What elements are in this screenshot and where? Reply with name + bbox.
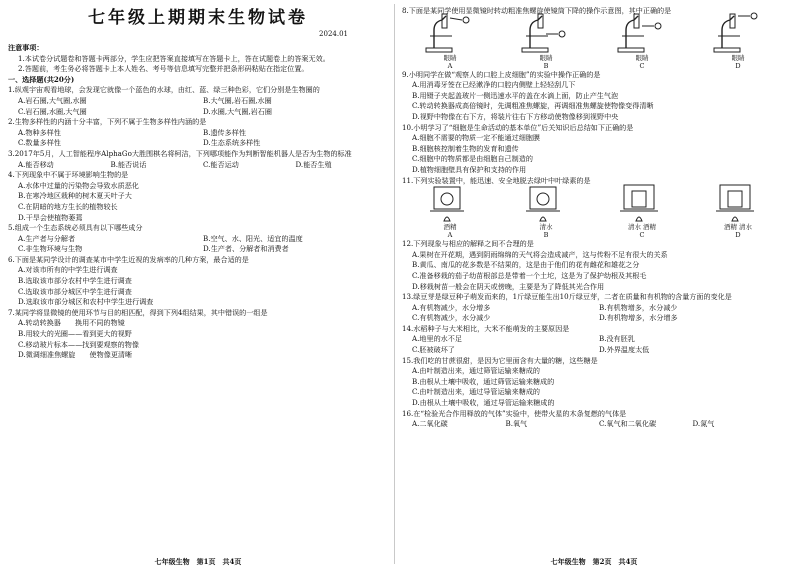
page-1 (8, 0, 388, 572)
answer-option: D.生态系统多样性 (203, 138, 261, 148)
question-stem: 15.我们吃的甘蔗很甜，是因为它里面含有大量的糖，这些糖是 (402, 355, 598, 365)
answer-option-row (8, 234, 388, 245)
answer-option: B.细胞核控制着生物的发育和遗传 (412, 143, 519, 153)
question-stem: 13.绿豆芽是绿豆种子萌发而来的，1斤绿豆能生出10斤绿豆芽，二者在质量和有机物的含量方面的变化是 (402, 292, 732, 302)
figure-label-c: C (639, 231, 645, 240)
answer-option-row (402, 419, 786, 430)
answer-option: C.岩石圈,水圈,大气圈 (18, 106, 87, 116)
question-stem: 3.2017年5月，人工智能程序AlphaGo大胜围棋名将柯洁，下列哪项能作为判断智能机器人是否为生物的标准 (8, 148, 352, 158)
answer-option: B.能否说话 (110, 159, 147, 169)
answer-option: C.选取该市部分城区中学生进行调查 (18, 286, 132, 296)
answer-option: A.对该市所有的中学生进行调查 (18, 265, 118, 275)
answer-option: A.岩石圈,大气圈,水圈 (18, 95, 87, 105)
answer-option: C.有机物减少，水分减少 (412, 313, 491, 323)
answer-option: B.用较大的光圈——看到更大的视野 (18, 329, 132, 339)
page-footer-1: 七年级生物 第1页 共4页 (154, 557, 242, 567)
answer-option: B.由根从土壤中吸收，通过筛管运输来糖成的 (412, 376, 555, 386)
answer-option: D.氮气 (692, 419, 715, 429)
answer-option: A.用消毒牙签在已经漱净的口腔内侧壁上轻轻刮几下 (412, 80, 576, 90)
answer-option: C.在阴暗的地方生长的植物较长 (18, 201, 118, 211)
question-stem: 5.组成一个生态系统必须具有以下哪些成分 (8, 223, 143, 233)
answer-option: D.选取该市部分城区和农村中学生进行调查 (18, 297, 154, 307)
note-1: 1.本试卷分试题卷和答题卡两部分，学生应把答案直接填写在答题卡上，答在试题卷上的答案无效。 (18, 53, 330, 63)
beaker-illustration (516, 183, 576, 223)
answer-option: A.果树在开花期，遇到阴雨绵绵的天气将会造成减产，这与传粉不足有很大的关系 (412, 249, 668, 259)
answer-option-row (8, 138, 388, 149)
figure-label-d: D (735, 231, 741, 240)
question-stem: 9.小明同学在做“观察人的口腔上皮细胞”的实验中操作正确的是 (402, 69, 601, 79)
answer-option-row (402, 334, 786, 345)
figure-label-b: B (543, 61, 549, 70)
beaker-figure-a (410, 183, 490, 239)
answer-option: D.外界温度太低 (599, 345, 650, 355)
question-11-stem: 11.下列实验装置中，能迅速、安全地脱去绿叶中叶绿素的是 (402, 175, 591, 185)
answer-option: B.在寒冷地区栽种的树木夏天叶子大 (18, 191, 132, 201)
beaker-figure-d (698, 183, 778, 239)
figure-label-c: C (639, 61, 645, 70)
microscope-illustration (708, 12, 768, 54)
question-stem: 16.在“检验光合作用释放的气体”实验中，使带火星的木条复燃的气体是 (402, 408, 627, 418)
question-stem: 2.生物多样性的内涵十分丰富，下列不属于生物多样性内涵的是 (8, 117, 207, 127)
answer-option: C.数量多样性 (18, 138, 61, 148)
beaker-illustration (420, 183, 480, 223)
microscope-illustration (612, 12, 672, 54)
answer-option: D.由根从土壤中吸收，通过导管运输来糖成的 (412, 398, 555, 408)
beaker-figure-b (506, 183, 586, 239)
answer-option: B.氧气 (505, 419, 528, 429)
figure-tag: 眼睛 (443, 53, 457, 62)
microscope-illustration (516, 12, 576, 54)
answer-option: C.非生物环境与生物 (18, 244, 83, 254)
figure-tag: 眼睛 (731, 53, 745, 62)
section-heading: 一、选择题(共20分) (8, 74, 75, 84)
figure-tag: 酒精 (443, 223, 457, 232)
microscope-illustration (420, 12, 480, 54)
beaker-figure-c (602, 183, 682, 239)
answer-option-row (402, 303, 786, 314)
answer-option-row (402, 313, 786, 324)
answer-option: C.由叶制造出来，通过导管运输来糖成的 (412, 387, 541, 397)
answer-option: D.干旱会使植物萎蔫 (18, 212, 83, 222)
microscope-figure-d (698, 12, 778, 70)
microscope-figure-b (506, 12, 586, 70)
answer-option: B.大气圈,岩石圈,水圈 (203, 95, 272, 105)
figure-label-a: A (447, 61, 453, 70)
answer-option: A.水体中过量的污染物会导致水质恶化 (18, 180, 139, 190)
page-divider (394, 4, 395, 564)
figure-label-a: A (447, 231, 453, 240)
beaker-illustration (708, 183, 768, 223)
figure-tag: 清水 (539, 223, 553, 232)
answer-option: D.水圈,大气圈,岩石圈 (203, 106, 272, 116)
answer-option: D.能否生殖 (295, 159, 332, 169)
answer-option: C.准备移栽的茄子幼苗根部总是带着一个土坨，这是为了保护幼根及其根毛 (412, 270, 647, 280)
answer-option-row (8, 244, 388, 255)
question-list-left (8, 85, 388, 360)
answer-option: B.没有胚乳 (599, 334, 635, 344)
beaker-figures (402, 187, 786, 239)
answer-option: A.能否移动 (18, 159, 54, 169)
question-8-stem: 8.下面是某同学使用显微镜时转动粗准焦螺旋使镜筒下降的操作示意图，其中正确的是 (402, 6, 672, 15)
note-2: 2.答题前，考生务必将答题卡上本人姓名、考号等信息填写完整并把条形码粘贴在指定位置。 (18, 64, 309, 74)
answer-option: B.用镊子夹起盖玻片一侧迅速水平的盖在水滴上面，防止产生气泡 (412, 90, 619, 100)
question-stem: 12.下列现象与相应的解释之间不合理的是 (402, 239, 534, 249)
answer-option: A.有机物减少，水分增多 (412, 302, 491, 312)
answer-option: A.物种多样性 (18, 127, 61, 137)
question-stem: 4.下列现象中不属于环境影响生物的是 (8, 170, 129, 180)
answer-option: A.生产者与分解者 (18, 233, 76, 243)
answer-option: A.细胞不需要的物质一定不能通过细胞膜 (412, 133, 540, 143)
question-list-right-b (402, 239, 786, 430)
answer-option: C.胚被破坏了 (412, 345, 455, 355)
answer-option: C.细胞中的物质都是由细胞自己制造的 (412, 154, 533, 164)
answer-option: C.氧气和二氧化碳 (599, 419, 657, 429)
answer-option-row (8, 160, 388, 171)
answer-option: A.地里的水不足 (412, 334, 462, 344)
answer-option: B.有机物增多，水分减少 (599, 302, 678, 312)
answer-option: B.选取该市部分农村中学生进行调查 (18, 276, 132, 286)
notes-heading: 注意事项： (8, 43, 44, 52)
answer-option: B.遗传多样性 (203, 127, 246, 137)
page-footer-2: 七年级生物 第2页 共4页 (550, 557, 638, 567)
figure-tag: 眼睛 (635, 53, 649, 62)
question-stem: 7.某同学将显微镜的使用环节与目的相匹配，得到下列4组结果，其中错误的一组是 (8, 307, 268, 317)
answer-option-row (402, 345, 786, 356)
figure-tag: 眼睛 (539, 53, 553, 62)
answer-option: D.有机物增多，水分增多 (599, 313, 678, 323)
answer-option-row (8, 107, 388, 118)
answer-option: C.移动玻片标本——找到要观察的物像 (18, 339, 139, 349)
answer-option: D.视野中物像在右下方，将装片往右下方移动使物像移到视野中央 (412, 111, 619, 121)
question-stem: 6.下面是某同学设计的调查某市中学生近视的发病率的几种方案，最合适的是 (8, 254, 249, 264)
answer-option: C.能否运动 (203, 159, 239, 169)
question-stem: 10.小明学习了“细胞是生命活动的基本单位”后关知识后总结如下正确的是 (402, 122, 634, 132)
exam-title: 七年级上期期末生物试卷 (88, 8, 308, 28)
question-stem: 1.纵观宇宙观看地球，会发现它就像一个蓝色的水球，由红、蓝、绿三种色彩，它们分别是生物圈的 (8, 85, 320, 95)
figure-tag: 清水 酒精 (627, 223, 657, 232)
question-stem: 14.水稻种子与大米相比，大米不能萌发的主要原因是 (402, 323, 570, 333)
answer-option: B.空气、水、阳光、适宜的温度 (203, 233, 303, 243)
answer-option-row (8, 96, 388, 107)
figure-label-d: D (735, 61, 741, 70)
exam-date: 2024.01 (319, 30, 348, 38)
microscope-figures (402, 18, 786, 70)
answer-option: A.转动转换器 换用不同的物镜 (18, 318, 125, 328)
page-2 (402, 0, 786, 572)
question-list-right-a (402, 70, 786, 176)
beaker-illustration (612, 183, 672, 223)
answer-option: D.生产者、分解者和消费者 (203, 244, 289, 254)
figure-tag: 酒精 清水 (723, 223, 753, 232)
microscope-figure-c (602, 12, 682, 70)
answer-option: D.微调细准焦螺旋 使物像更清晰 (18, 350, 133, 360)
figure-label-b: B (543, 231, 549, 240)
answer-option: A.由叶制造出来，通过筛管运输来糖成的 (412, 366, 540, 376)
answer-option: A.二氧化碳 (412, 419, 448, 429)
answer-option: B.黄瓜、南瓜的花多数是不结果的，这是由于他们的花有雌花和雄花之分 (412, 260, 640, 270)
answer-option: D.移栽树苗一般会在阴天或傍晚，主要是为了降低其光合作用 (412, 281, 605, 291)
microscope-figure-a (410, 12, 490, 70)
answer-option-row (8, 128, 388, 139)
answer-option: C.转动转换器成高倍镜时，先调粗准焦螺旋，再调细准焦螺旋使物像变得清晰 (412, 101, 654, 111)
answer-option: D.植物细胞壁具有保护和支持的作用 (412, 164, 527, 174)
